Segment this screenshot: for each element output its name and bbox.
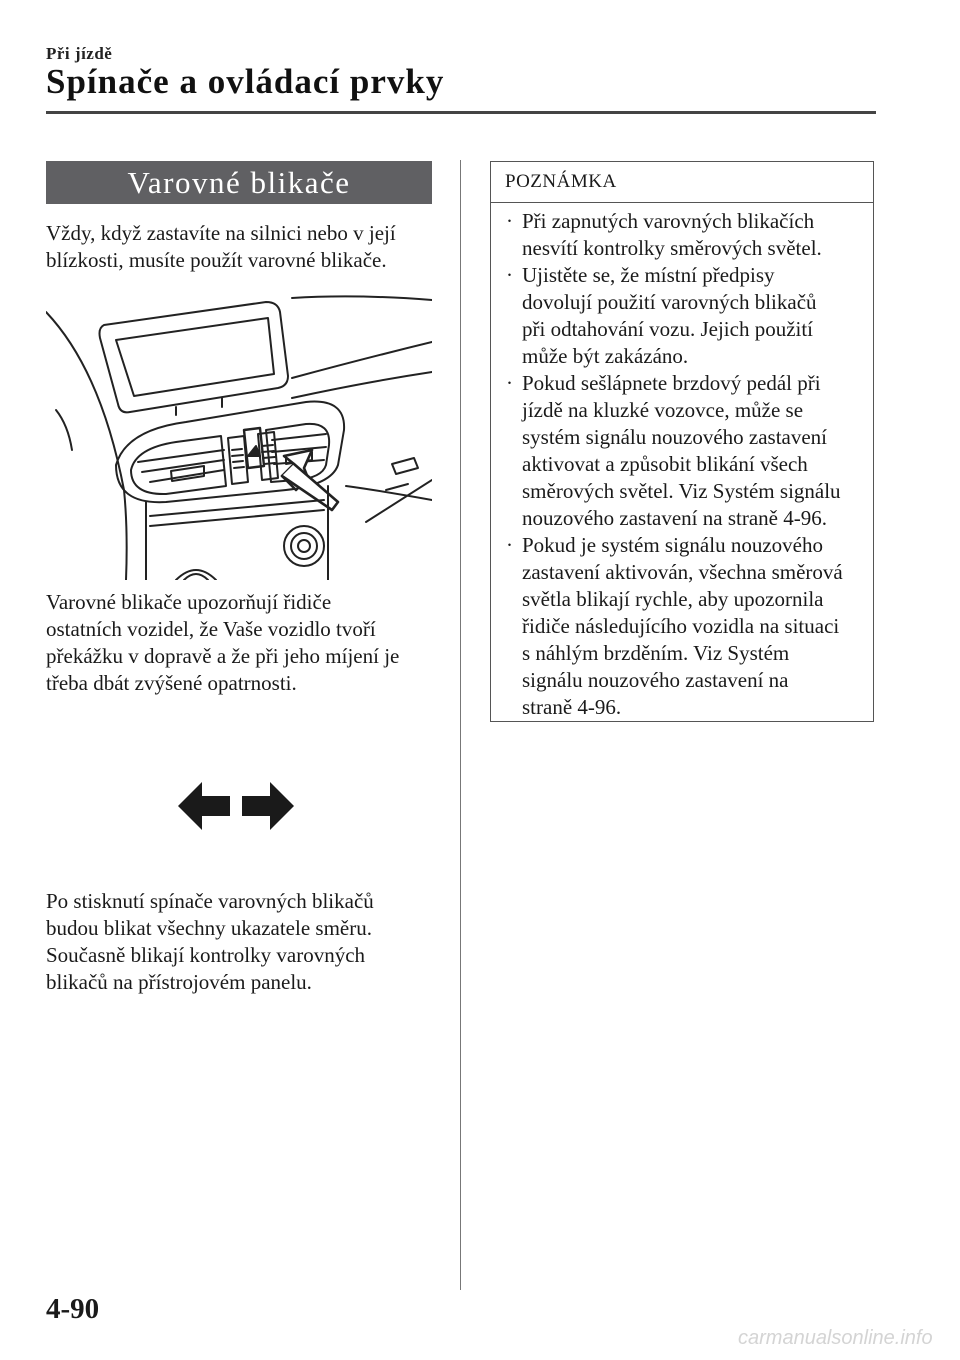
note-item (503, 370, 868, 532)
note-box (490, 161, 874, 722)
note-item (503, 262, 868, 370)
left-arrow-icon (178, 782, 230, 830)
note-line: systém signálu nouzového zastavení (522, 425, 828, 449)
note-title: POZNÁMKA (491, 162, 873, 203)
note-line: Pokud sešlápnete brzdový pedál při (522, 371, 821, 395)
hazard-indicator-arrows-icon (178, 782, 294, 830)
intro-line: blízkosti, musíte použít varovné blikače. (46, 248, 387, 272)
note-line: s náhlým brzděním. Viz Systém (522, 641, 790, 665)
running-header-section: Při jízdě (46, 44, 113, 63)
note-list (503, 208, 868, 721)
bullet-icon: · (506, 209, 513, 233)
note-line: jízdě na kluzké vozovce, může se (522, 398, 804, 422)
note-line: řidiče následujícího vozidla na situaci (522, 614, 840, 638)
bullet-icon: · (506, 371, 513, 395)
section-banner (46, 161, 432, 204)
note-line: při odtahování vozu. Jejich použití (522, 317, 814, 341)
page-title: Spínače a ovládací prvky (46, 62, 445, 101)
note-line: dovolují použití varovných blikačů (522, 290, 817, 314)
description-paragraph (46, 589, 446, 697)
description-line: Varovné blikače upozorňují řidiče (46, 590, 332, 614)
description-line: ostatních vozidel, že Vaše vozidlo tvoří (46, 617, 376, 641)
note-line: straně 4-96. (522, 695, 622, 719)
note-item (503, 532, 868, 721)
note-line: nouzového zastavení na straně 4-96. (522, 506, 827, 530)
note-line: nesvítí kontrolky směrových světel. (522, 236, 822, 260)
operation-line: Po stisknutí spínače varovných blikačů (46, 889, 374, 913)
note-line: světla blikají rychle, aby upozornila (522, 587, 824, 611)
note-line: může být zakázáno. (522, 344, 689, 368)
operation-line: blikačů na přístrojovém panelu. (46, 970, 312, 994)
note-line: směrových světel. Viz Systém signálu (522, 479, 841, 503)
note-line: Ujistěte se, že místní předpisy (522, 263, 775, 287)
operation-line: Současně blikají kontrolky varovných (46, 943, 366, 967)
right-arrow-icon (242, 782, 294, 830)
note-item (503, 208, 868, 262)
section-title: Varovné blikače (127, 164, 351, 200)
operation-paragraph (46, 888, 446, 996)
header-rule (46, 111, 876, 114)
note-line: Pokud je systém signálu nouzového (522, 533, 823, 557)
intro-line: Vždy, když zastavíte na silnici nebo v její (46, 221, 396, 245)
description-line: třeba dbát zvýšené opatrnosti. (46, 671, 297, 695)
page-number: 4-90 (46, 1293, 100, 1325)
note-line: zastavení aktivován, všechna směrová (522, 560, 843, 584)
note-line: aktivovat a způsobit blikání všech (522, 452, 808, 476)
description-line: překážku v dopravě a že při jeho míjení je (46, 644, 400, 668)
watermark: carmanualsonline.info (738, 1327, 933, 1349)
dashboard-hazard-switch-illustration (46, 290, 432, 580)
note-line: Při zapnutých varovných blikačích (522, 209, 815, 233)
bullet-icon: · (506, 263, 513, 287)
bullet-icon: · (506, 533, 513, 557)
column-divider (460, 160, 461, 1290)
intro-paragraph (46, 220, 446, 274)
note-line: signálu nouzového zastavení na (522, 668, 789, 692)
operation-line: budou blikat všechny ukazatele směru. (46, 916, 372, 940)
